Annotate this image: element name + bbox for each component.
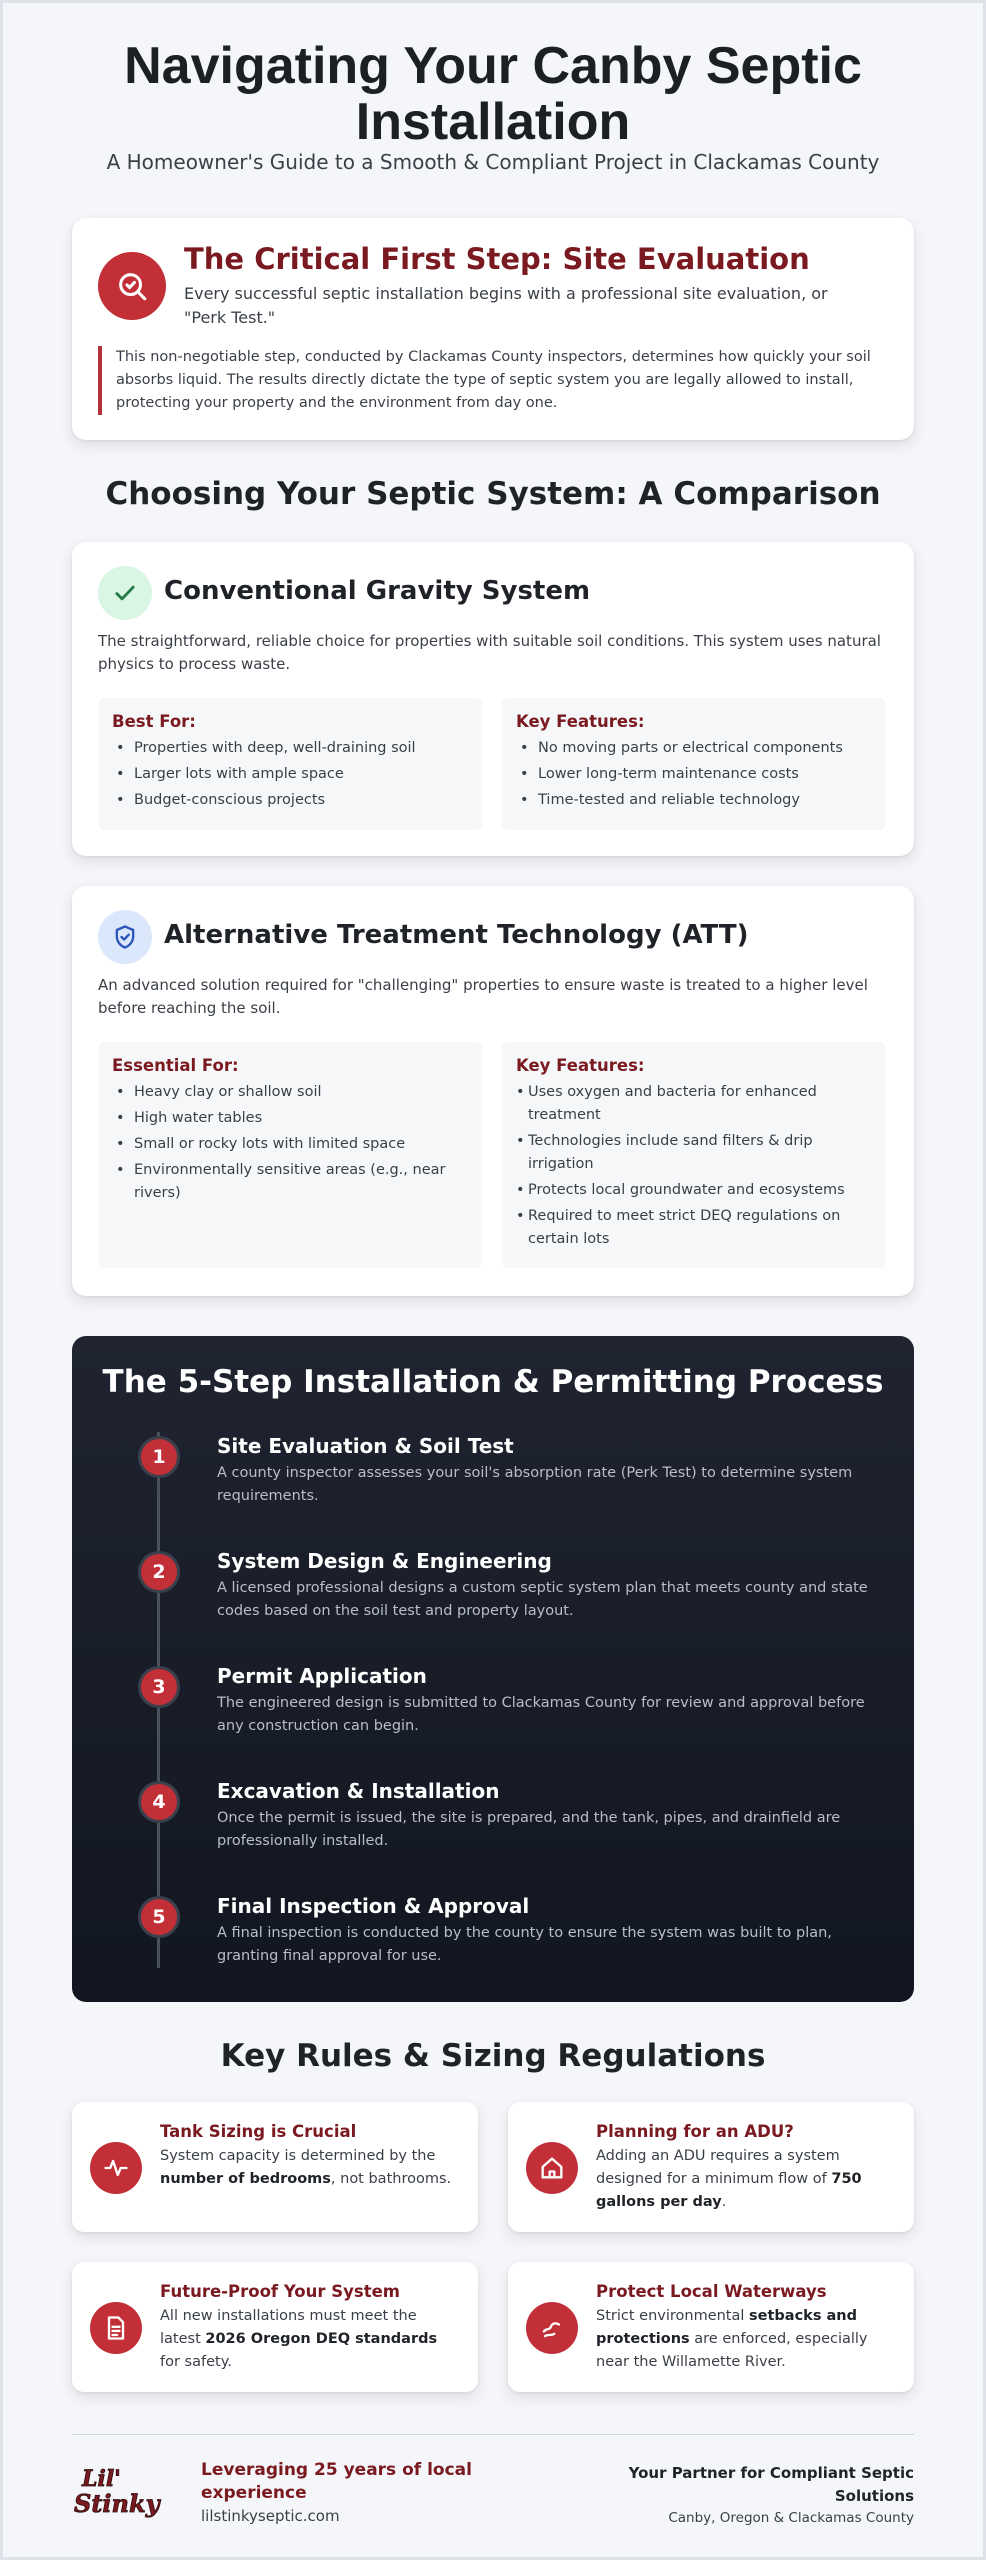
svg-text:Stinky: Stinky [74,2489,160,2518]
site-evaluation-note: This non-negotiable step, conducted by Clackamas County inspectors, determines how quickly your soil absorbs liquid. The results directly dictate the type of septic system you are legally allowed to install, protecting your property and the environment from day one. [98,346,878,415]
step-number: 5 [138,1896,180,1938]
list-item: • Budget-conscious projects [112,789,468,812]
footer-partner-text: Your Partner for Compliant Septic Solutions [628,2464,914,2505]
process-panel [72,1336,914,2002]
process-title: The 5-Step Installation & Permitting Process [102,1364,884,1400]
att-system-card [72,886,914,1296]
rule-text: Adding an ADU requires a system designed for a minimum flow of 750 gallons per day. [596,2148,862,2210]
rule-title: Protect Local Waterways [596,2282,827,2301]
list-item: • Heavy clay or shallow soil [112,1081,468,1104]
rule-card-adu [508,2102,914,2232]
step-number: 4 [138,1781,180,1823]
company-logo [72,2462,182,2518]
att-key-features [502,1042,886,1268]
list-item: • Larger lots with ample space [112,763,468,786]
list-item: • Environmentally sensitive areas (e.g., near rivers) [112,1159,468,1205]
conventional-title: Conventional Gravity System [164,576,591,606]
list-item: • Properties with deep, well-draining soil [112,737,468,760]
search-icon [98,252,166,320]
list-item: • Uses oxygen and bacteria for enhanced treatment [516,1081,872,1127]
shield-check-icon [98,910,152,964]
home-icon [526,2142,578,2194]
document-icon [90,2302,142,2354]
conventional-key-features [502,698,886,830]
conventional-best-for [98,698,482,830]
att-essential-for [98,1042,482,1268]
step-description: Once the permit is issued, the site is prepared, and the tank, pipes, and drainfield are professionally installed. [217,1810,841,1849]
list-item: • Small or rocky lots with limited space [112,1133,468,1156]
step-title: System Design & Engineering [217,1549,552,1573]
step-title: Final Inspection & Approval [217,1894,530,1918]
rule-text: Strict environmental setbacks and protections are enforced, especially near the Willamette River. [596,2308,868,2370]
step-description: A final inspection is conducted by the county to ensure the system was built to plan, granting final approval for use. [217,1925,832,1964]
footer-tagline: Leveraging 25 years of local experience [201,2460,472,2503]
list-item: • Time-tested and reliable technology [516,789,872,812]
step-title: Excavation & Installation [217,1779,500,1803]
pulse-icon [90,2142,142,2194]
svg-text:Lil': Lil' [82,2466,121,2492]
rule-title: Future-Proof Your System [160,2282,400,2301]
step-description: A county inspector assesses your soil's absorption rate (Perk Test) to determine system requirements. [217,1465,853,1504]
step-number: 1 [138,1436,180,1478]
list-item: • Technologies include sand filters & drip irrigation [516,1130,872,1176]
site-evaluation-card [72,218,914,440]
step-title: Permit Application [217,1664,427,1688]
list-item: • No moving parts or electrical components [516,737,872,760]
footer-website-link[interactable]: lilstinkyseptic.com [201,2507,340,2525]
rule-title: Planning for an ADU? [596,2122,794,2141]
essential-for-heading: Essential For: [112,1056,239,1075]
att-title: Alternative Treatment Technology (ATT) [164,920,749,950]
page-title: Navigating Your Canby Septic Installation [124,37,862,151]
list-item: • High water tables [112,1107,468,1130]
best-for-heading: Best For: [112,712,196,731]
rule-card-tank-sizing [72,2102,478,2232]
list-item: • Protects local groundwater and ecosystems [516,1179,872,1202]
footer-location: Canby, Oregon & Clackamas County [668,2510,914,2526]
conventional-system-card [72,542,914,856]
page-subtitle: A Homeowner's Guide to a Smooth & Compliant Project in Clackamas County [106,150,880,174]
rule-card-waterways [508,2262,914,2392]
key-features-heading: Key Features: [516,712,645,731]
conventional-description: The straightforward, reliable choice for properties with suitable soil conditions. This system uses natural physics to process waste. [98,632,881,673]
att-description: An advanced solution required for "challenging" properties to ensure waste is treated to a higher level before reaching the soil. [98,976,868,1017]
step-number: 2 [138,1551,180,1593]
rule-text: All new installations must meet the latest 2026 Oregon DEQ standards for safety. [160,2308,438,2370]
rule-title: Tank Sizing is Crucial [160,2122,357,2141]
step-title: Site Evaluation & Soil Test [217,1434,514,1458]
list-item: • Required to meet strict DEQ regulations on certain lots [516,1205,872,1251]
key-features-heading: Key Features: [516,1056,645,1075]
check-icon [98,566,152,620]
step-description: The engineered design is submitted to Clackamas County for review and approval before any construction can begin. [217,1695,865,1734]
footer-divider [72,2434,914,2435]
site-evaluation-title: The Critical First Step: Site Evaluation [184,242,810,276]
rule-text: System capacity is determined by the number of bedrooms, not bathrooms. [160,2148,452,2187]
water-icon [526,2302,578,2354]
comparison-heading: Choosing Your Septic System: A Comparison [105,476,881,512]
rule-card-future-proof [72,2262,478,2392]
step-description: A licensed professional designs a custom septic system plan that meets county and state codes based on the soil test and property layout. [217,1580,868,1619]
site-evaluation-subtitle: Every successful septic installation begins with a professional site evaluation, or "Perk Test." [184,284,828,327]
list-item: • Lower long-term maintenance costs [516,763,872,786]
step-number: 3 [138,1666,180,1708]
rules-heading: Key Rules & Sizing Regulations [220,2038,766,2074]
